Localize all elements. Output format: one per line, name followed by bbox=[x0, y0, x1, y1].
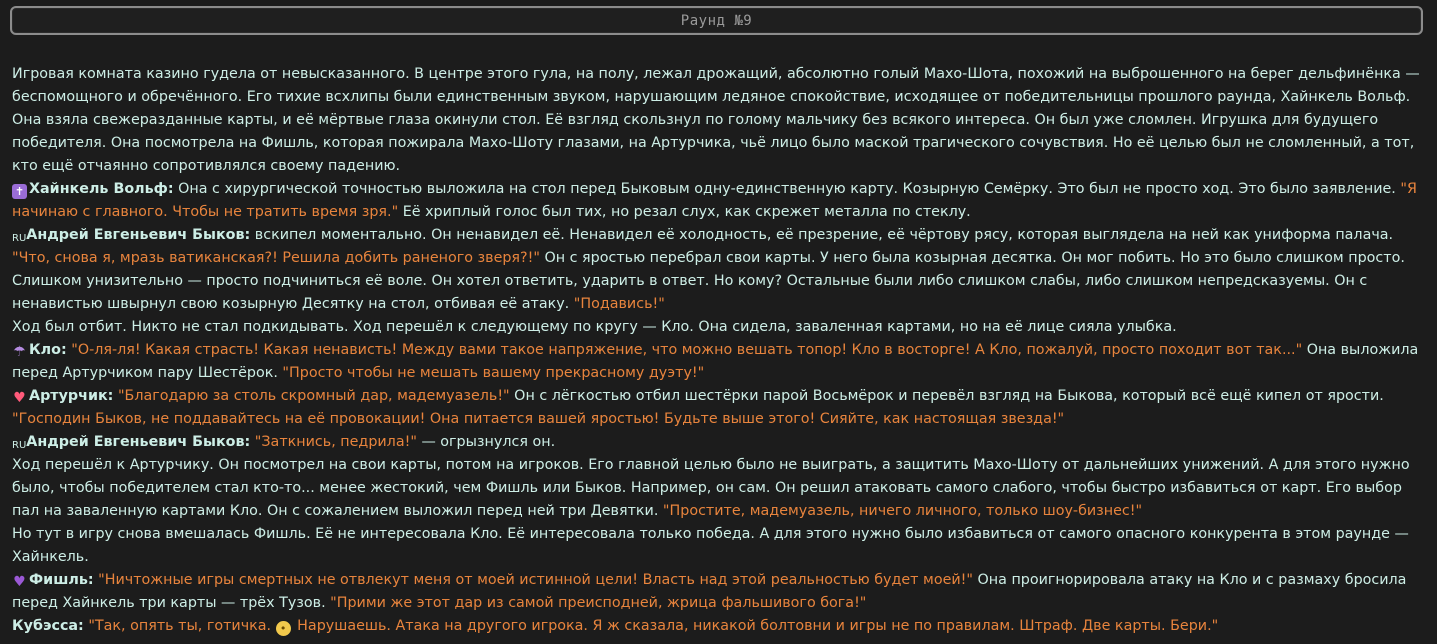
dialogue-paragraph bbox=[12, 385, 1422, 431]
speaker-name: Андрей Евгеньевич Быков: bbox=[26, 227, 251, 243]
dialogue-paragraph bbox=[12, 339, 1422, 385]
round-header bbox=[10, 6, 1423, 35]
speaker-name: Артурчик: bbox=[29, 388, 114, 404]
narration-paragraph bbox=[12, 454, 1422, 523]
dialogue-quote: "Я начинаю с главного. Чтобы не тратить время зря." bbox=[12, 181, 1417, 220]
dialogue-quote: "Заткнись, педрила!" bbox=[250, 434, 417, 450]
umbrella-icon: ☂ bbox=[13, 344, 26, 360]
narration-text: Она с хирургической точностью выложила на стол перед Быковым одну-единственную карту. Козырную Семёрку. Это был не просто ход. Это было заявление. bbox=[173, 181, 1401, 197]
dialogue-quote: "Простите, мадемуазель, ничего личного, только шоу-бизнес!" bbox=[662, 503, 1143, 519]
narration-text: Он с яростью перебрал свои карты. У него была козырная десятка. Он мог побить. Но это было слишком просто. Слишком унизительно — просто подчиниться её воле. Он хотел ответить, ударить в ответ. Но кому? Остальные были либо слишком слабы, либо слишком непредсказуемы. Он с ненавистью швырнул свою козырную Десятку на стол, отбивая её атаку. bbox=[12, 250, 1405, 312]
dialogue-quote: "Благодарю за столь скромный дар, мадемуазель!" bbox=[113, 388, 510, 404]
dialogue-paragraph bbox=[12, 569, 1422, 615]
narration-text: Её хриплый голос был тих, но резал слух, как скрежет металла по стеклу. bbox=[398, 204, 971, 220]
dialogue-quote: Нарушаешь. Атака на другого игрока. Я ж сказала, никакой болтовни и игры не по правилам. Штраф. Две карты. Бери." bbox=[292, 618, 1219, 634]
speaker-name: Кубэсса: bbox=[12, 618, 84, 634]
speaker-name: Хайнкель Вольф: bbox=[29, 181, 174, 197]
speaker-name: Кло: bbox=[29, 342, 67, 358]
dialogue-quote: "О-ля-ля! Какая страсть! Какая ненависть! Между вами такое напряжение, что можно вешать топор! Кло в восторге! А Кло, пожалуй, просто походит вот так..." bbox=[66, 342, 1303, 358]
narration-text: вскипел моментально. Он ненавидел её. Ненавидел её холодность, её презрение, её чёртову рясу, которая выглядела на ней как униформа палача. bbox=[250, 227, 1394, 243]
russia-flag-icon: RU bbox=[12, 233, 27, 244]
dialogue-paragraph bbox=[12, 615, 1422, 638]
speaker-name: Андрей Евгеньевич Быков: bbox=[26, 434, 251, 450]
dialogue-quote: "Что, снова я, мразь ватиканская?! Решила добить раненого зверя?!" bbox=[12, 250, 540, 266]
narration-text: Она проигнорировала атаку на Кло и с размаху бросила перед Хайнкель три карты — трёх Тузов. bbox=[12, 572, 1407, 611]
round-title: Раунд №9 bbox=[680, 12, 753, 29]
dialogue-paragraph bbox=[12, 178, 1422, 224]
dialogue-quote: "Просто чтобы не мешать вашему прекрасному дуэту!" bbox=[282, 365, 705, 381]
dialogue-quote: "Ничтожные игры смертных не отвлекут меня от моей истинной цели! Власть над этой реальностью будет моей!" bbox=[93, 572, 973, 588]
narration-text: Он с лёгкостью отбил шестёрки парой Восьмёрок и перевёл взгляд на Быкова, который всё ещё кипел от ярости. bbox=[509, 388, 1384, 404]
dialogue-quote: "Так, опять ты, готичка. bbox=[83, 618, 276, 634]
narration-text: Ход перешёл к Артурчику. Он посмотрел на свои карты, потом на игроков. Его главной целью было не выиграть, а защитить Махо-Шоту от дальнейших унижений. А для этого нужно было, чтобы победителем стал кто-то... менее жестокий, чем Фишль или Быков. Например, он сам. Он решил атаковать самого слабого, чтобы быстро избавиться от карт. Его выбор пал на заваленную картами Кло. Он с сожалением выложил перед ней три Девятки. bbox=[12, 457, 1410, 519]
dialogue-quote: "Прими же этот дар из самой преисподней, жрица фальшивого бога!" bbox=[330, 595, 867, 611]
narration-text: Она выложила перед Артурчиком пару Шестёрок. bbox=[12, 342, 1419, 381]
narration-text: — огрызнулся он. bbox=[416, 434, 556, 450]
narration-paragraph: Но тут в игру снова вмешалась Фишль. Её не интересовала Кло. Её интересовала только победа. А для этого нужно было избавиться от самого опасного конкурента в этом раунде — Хайнкель. bbox=[12, 526, 1409, 565]
narration-paragraph: Игровая комната казино гудела от невысказанного. В центре этого гула, на полу, лежал дрожащий, абсолютно голый Махо-Шота, похожий на выброшенного на берег дельфинёнка — беспомощного и обречённого. Его тихие всхлипы были единственным звуком, нарушающим ледяное спокойствие, исходящее от победительницы прошлого раунда, Хайнкель Вольф. Она взяла свежеразданные карты, и её мёртвые глаза окинули стол. Её взгляд скользнул по голому мальчику без всякого интереса. Он был уже сломлен. Игрушка для будущего победителя. Она посмотрела на Фишль, которая пожирала Махо-Шоту глазами, на Артурчика, чьё лицо было маской трагического сочувствия. Но её целью был не сломленный, а тот, кто ещё отчаянно сопротивлялся своему падению. bbox=[12, 66, 1420, 174]
flushed-face-icon: • bbox=[276, 621, 291, 636]
dialogue-paragraph bbox=[12, 431, 1422, 454]
dialogue-quote: "Подавись!" bbox=[573, 296, 665, 312]
dialogue-paragraph bbox=[12, 224, 1422, 316]
russia-flag-icon: RU bbox=[12, 440, 27, 451]
sparkling-heart-icon: ♥ bbox=[13, 390, 26, 406]
dialogue-quote: "Господин Быков, не поддавайтесь на её провокации! Она питается вашей яростью! Будьте выше этого! Сияйте, как настоящая звезда!" bbox=[12, 411, 1065, 427]
narration-paragraph: Ход был отбит. Никто не стал подкидывать. Ход перешёл к следующему по кругу — Кло. Она сидела, заваленная картами, но на её лице сияла улыбка. bbox=[12, 319, 1177, 335]
speaker-name: Фишль: bbox=[29, 572, 94, 588]
purple-heart-icon: ♥ bbox=[13, 574, 26, 590]
story-log bbox=[12, 63, 1422, 638]
latin-cross-icon: ✝ bbox=[12, 184, 27, 199]
